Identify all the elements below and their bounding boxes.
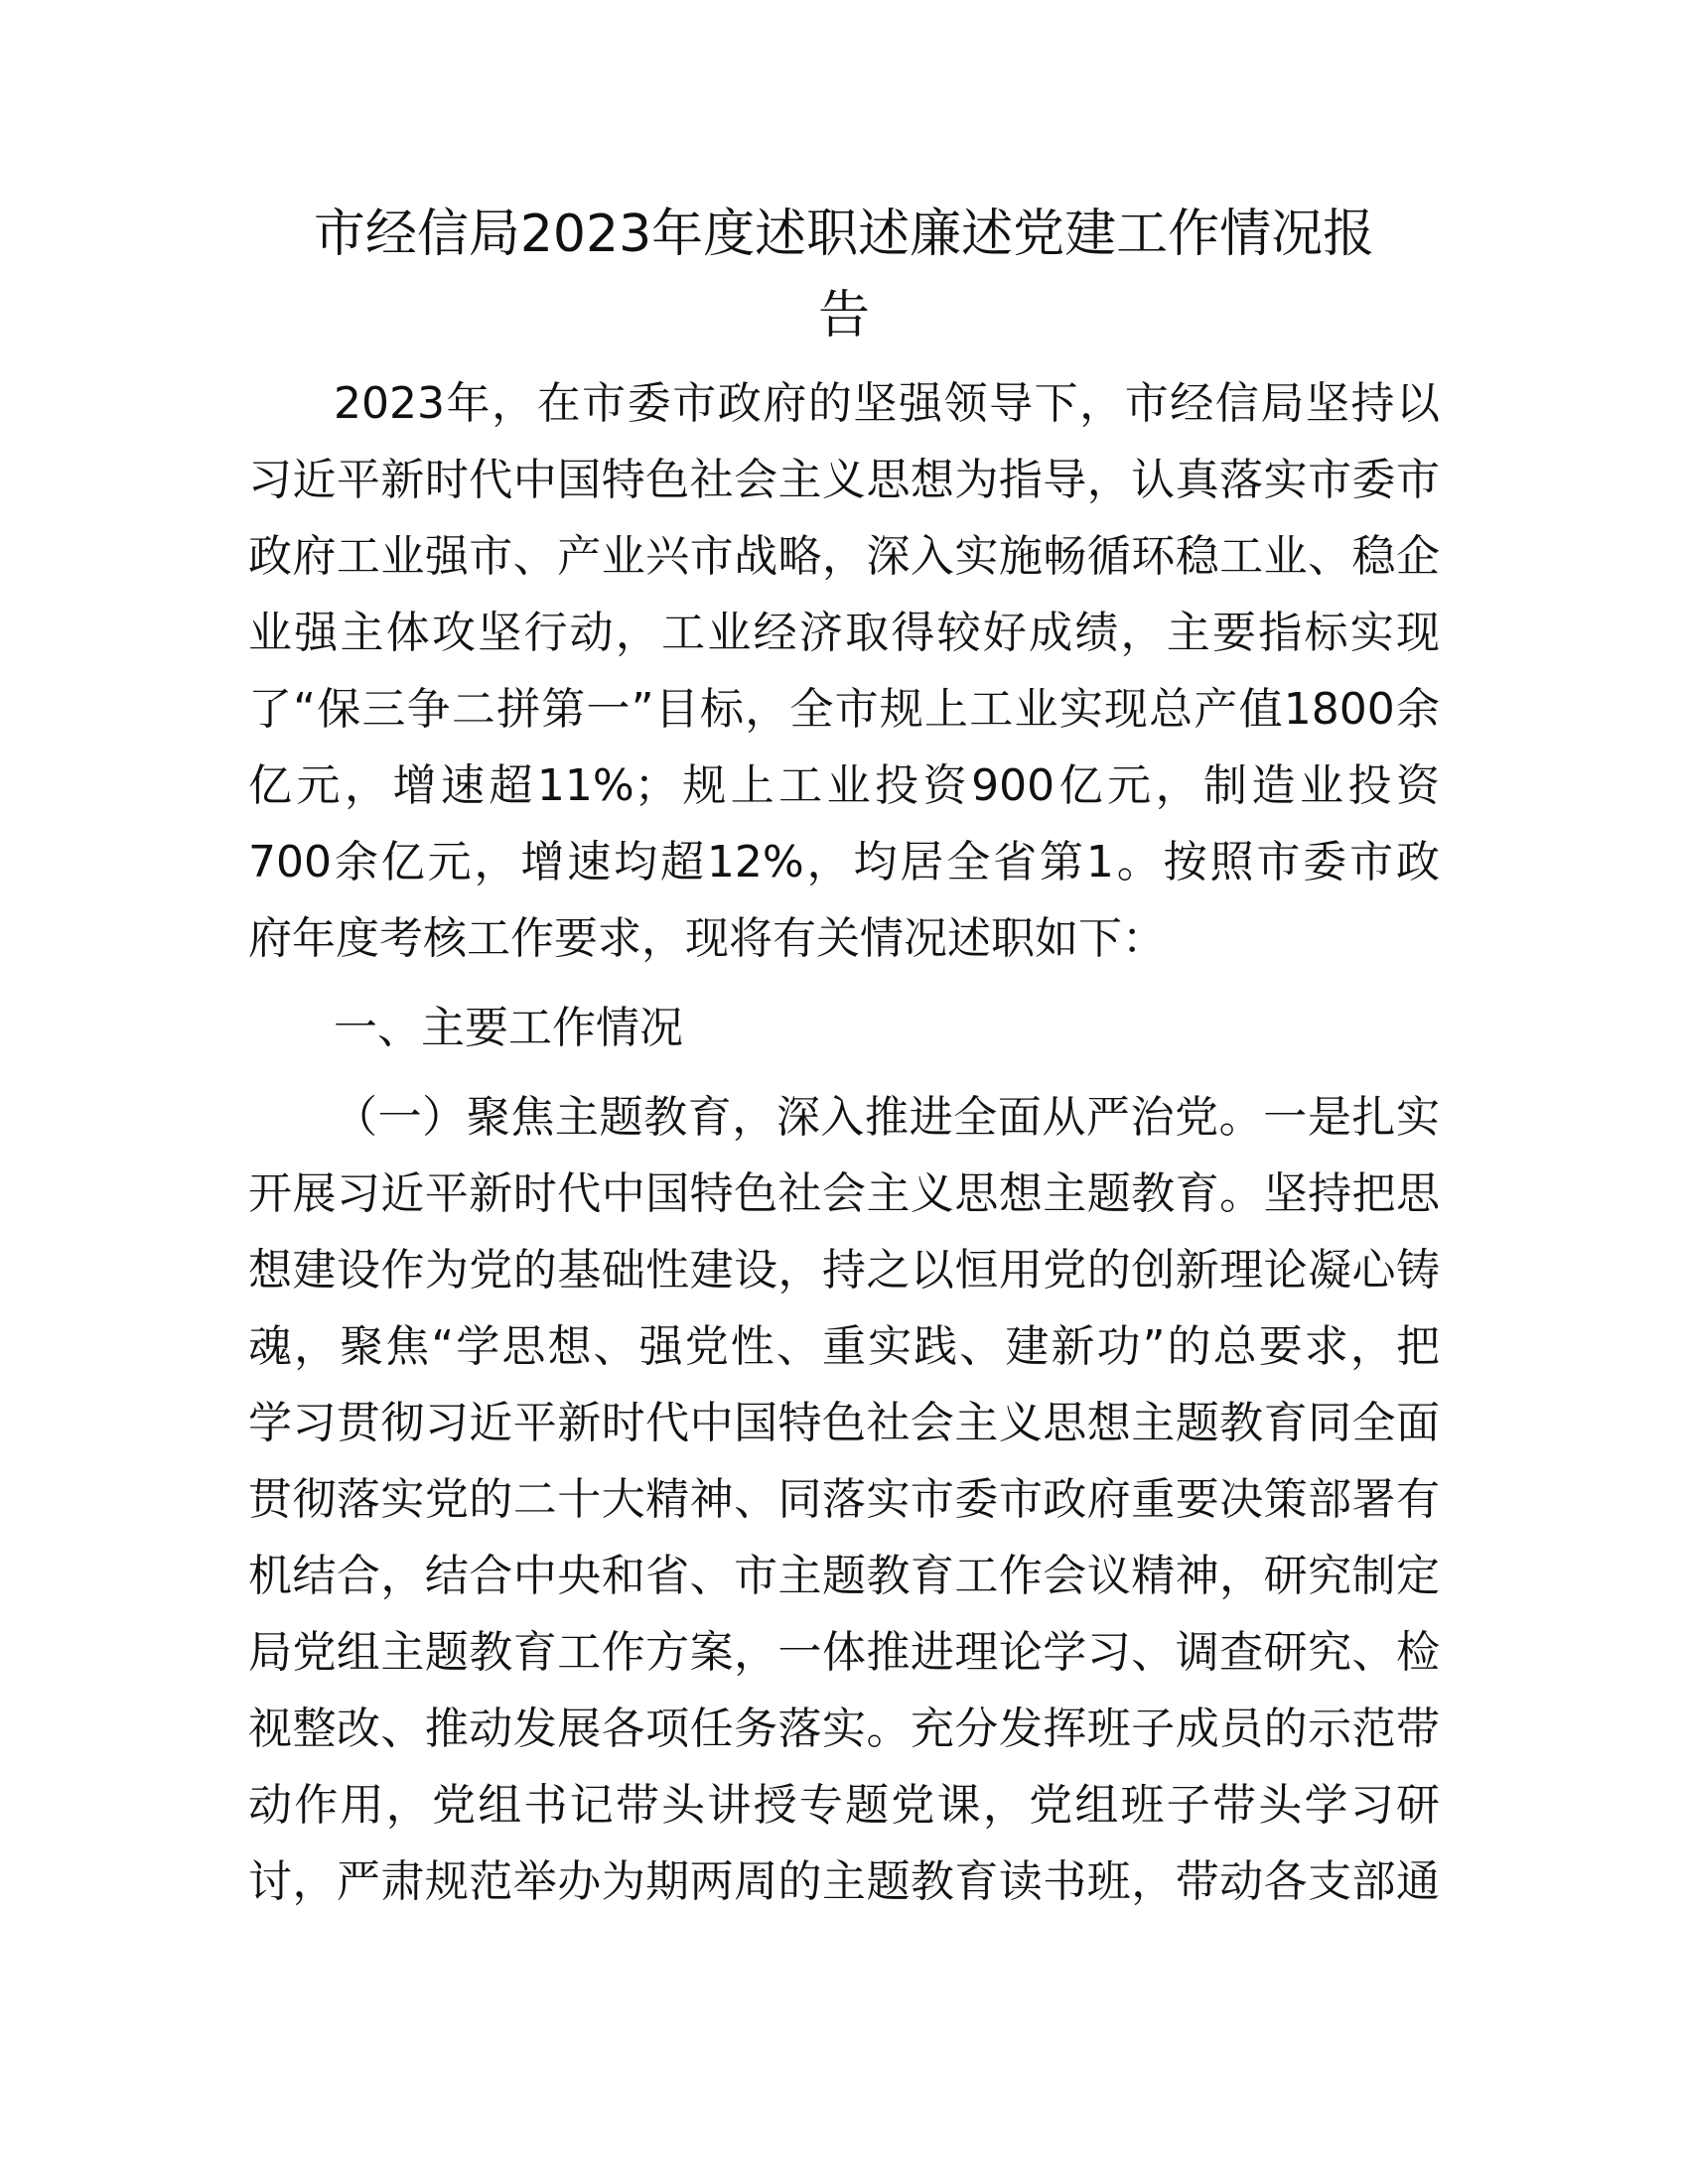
paragraph-1-line-2: 习近平新时代中国特色社会主义思想为指导，认真落实市委市 xyxy=(248,455,1440,505)
paragraph-1-line-1: 2023年，在市委市政府的坚强领导下，市经信局坚持以 xyxy=(334,378,1440,429)
paragraph-2-line-7: 机结合，结合中央和省、市主题教育工作会议精神，研究制定 xyxy=(248,1551,1440,1601)
paragraph-1-line-4: 业强主体攻坚行动，工业经济取得较好成绩，主要指标实现 xyxy=(248,608,1440,658)
paragraph-1-line-3: 政府工业强市、产业兴市战略，深入实施畅循环稳工业、稳企 xyxy=(248,531,1440,582)
paragraph-1-line-5: 了“保三争二拼第一”目标，全市规上工业实现总产值1800余 xyxy=(248,684,1440,735)
paragraph-1-line-8: 府年度考核工作要求，现将有关情况述职如下： xyxy=(248,913,1166,964)
paragraph-1-line-6: 亿元，增速超11%；规上工业投资900亿元，制造业投资 xyxy=(248,760,1440,811)
paragraph-2-line-2: 开展习近平新时代中国特色社会主义思想主题教育。坚持把思 xyxy=(248,1168,1440,1219)
paragraph-2-line-11: 讨，严肃规范举办为期两周的主题教育读书班，带动各支部通 xyxy=(248,1856,1440,1907)
paragraph-2-line-6: 贯彻落实党的二十大精神、同落实市委市政府重要决策部署有 xyxy=(248,1474,1440,1525)
document-title-line-2: 告 xyxy=(817,286,870,345)
paragraph-1-line-7: 700余亿元，增速均超12%，均居全省第1。按照市委市政 xyxy=(248,837,1440,887)
paragraph-2-line-1: （一）聚焦主题教育，深入推进全面从严治党。一是扎实 xyxy=(334,1092,1440,1143)
paragraph-2-line-9: 视整改、推动发展各项任务落实。充分发挥班子成员的示范带 xyxy=(248,1704,1440,1754)
document-title-line-1: 市经信局2023年度述职述廉述党建工作情况报 xyxy=(313,205,1375,264)
paragraph-2-line-5: 学习贯彻习近平新时代中国特色社会主义思想主题教育同全面 xyxy=(248,1398,1440,1448)
section-heading-1: 一、主要工作情况 xyxy=(334,1003,683,1053)
paragraph-2-line-8: 局党组主题教育工作方案，一体推进理论学习、调查研究、检 xyxy=(248,1627,1440,1678)
paragraph-2-line-3: 想建设作为党的基础性建设，持之以恒用党的创新理论凝心铸 xyxy=(248,1245,1440,1296)
paragraph-2-line-10: 动作用，党组书记带头讲授专题党课，党组班子带头学习研 xyxy=(248,1780,1440,1831)
paragraph-2-line-4: 魂，聚焦“学思想、强党性、重实践、建新功”的总要求，把 xyxy=(248,1321,1440,1372)
